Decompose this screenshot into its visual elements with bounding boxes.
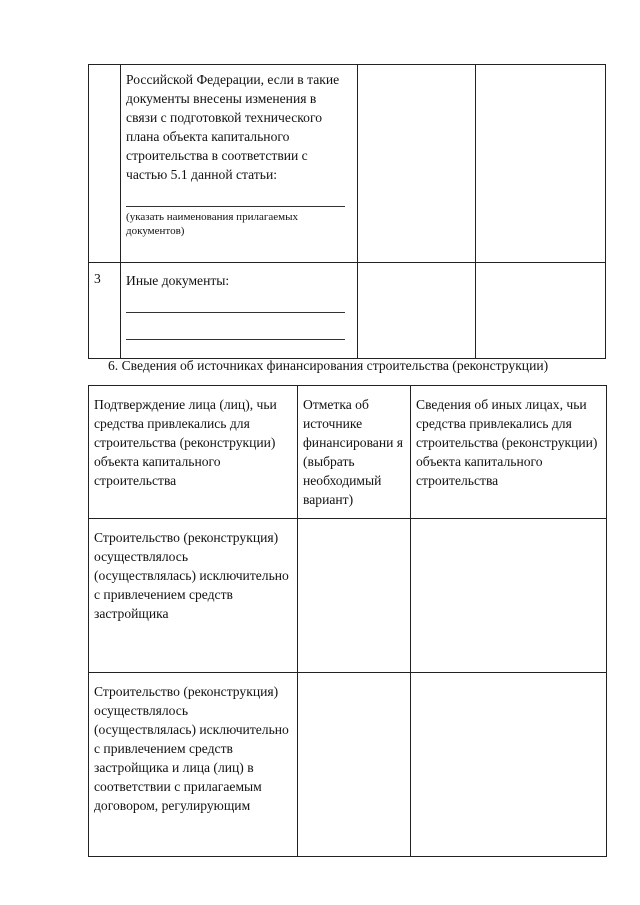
table-row	[89, 673, 607, 857]
header-cell	[89, 386, 298, 519]
empty-cell	[357, 65, 475, 263]
other-persons-cell[interactable]	[411, 519, 607, 673]
row-number-cell	[89, 263, 121, 359]
table-row	[89, 519, 607, 673]
source-mark-cell[interactable]	[298, 673, 411, 857]
section-title: 6. Сведения об источниках финансирования строительства (реконструкции)	[108, 358, 549, 373]
document-description-cell	[121, 65, 357, 263]
financing-option-cell	[89, 519, 298, 673]
empty-cell	[357, 263, 475, 359]
fill-in-line	[126, 290, 344, 313]
documents-table	[88, 64, 606, 359]
financing-option-text: Строительство (реконструкция) осуществлялось (осуществлялась) исключительно с привлечением средств застройщика	[94, 530, 289, 621]
header-cell	[411, 386, 607, 519]
row-number	[89, 65, 120, 73]
table-row	[89, 263, 606, 359]
document-description: Российской Федерации, если в такие документы внесены изменения в связи с подготовкой технического плана объекта капитального строительства в соответствии с частью 5.1 данной статьи:	[126, 72, 340, 182]
row-number: 3	[94, 271, 101, 286]
financing-option-cell	[89, 673, 298, 857]
source-mark-cell[interactable]	[298, 519, 411, 673]
financing-table	[88, 385, 607, 857]
fill-in-line	[126, 184, 344, 207]
header-cell	[298, 386, 411, 519]
empty-cell	[475, 263, 605, 359]
document-description-cell	[121, 263, 357, 359]
row-number-cell	[89, 65, 121, 263]
header-other-persons: Сведения об иных лицах, чьи средства привлекались для строительства (реконструкции) объекта капитального строительства	[416, 397, 598, 488]
other-persons-cell[interactable]	[411, 673, 607, 857]
fill-in-line	[126, 313, 344, 340]
empty-cell	[475, 65, 605, 263]
financing-option-text: Строительство (реконструкция) осуществлялось (осуществлялась) исключительно с привлечением средств застройщика и лица (лиц) в соответствии с прилагаемым договором, регулирующим	[94, 684, 289, 813]
table-header-row	[89, 386, 607, 519]
fill-in-hint: (указать наименования прилагаемых документов)	[126, 211, 298, 237]
header-confirmation: Подтверждение лица (лиц), чьи средства привлекались для строительства (реконструкции) объекта капитального строительства	[94, 397, 277, 488]
header-source-mark: Отметка об источнике финансировани я (выбрать необходимый вариант)	[303, 397, 404, 507]
table-row	[89, 65, 606, 263]
document-description: Иные документы:	[126, 273, 230, 288]
